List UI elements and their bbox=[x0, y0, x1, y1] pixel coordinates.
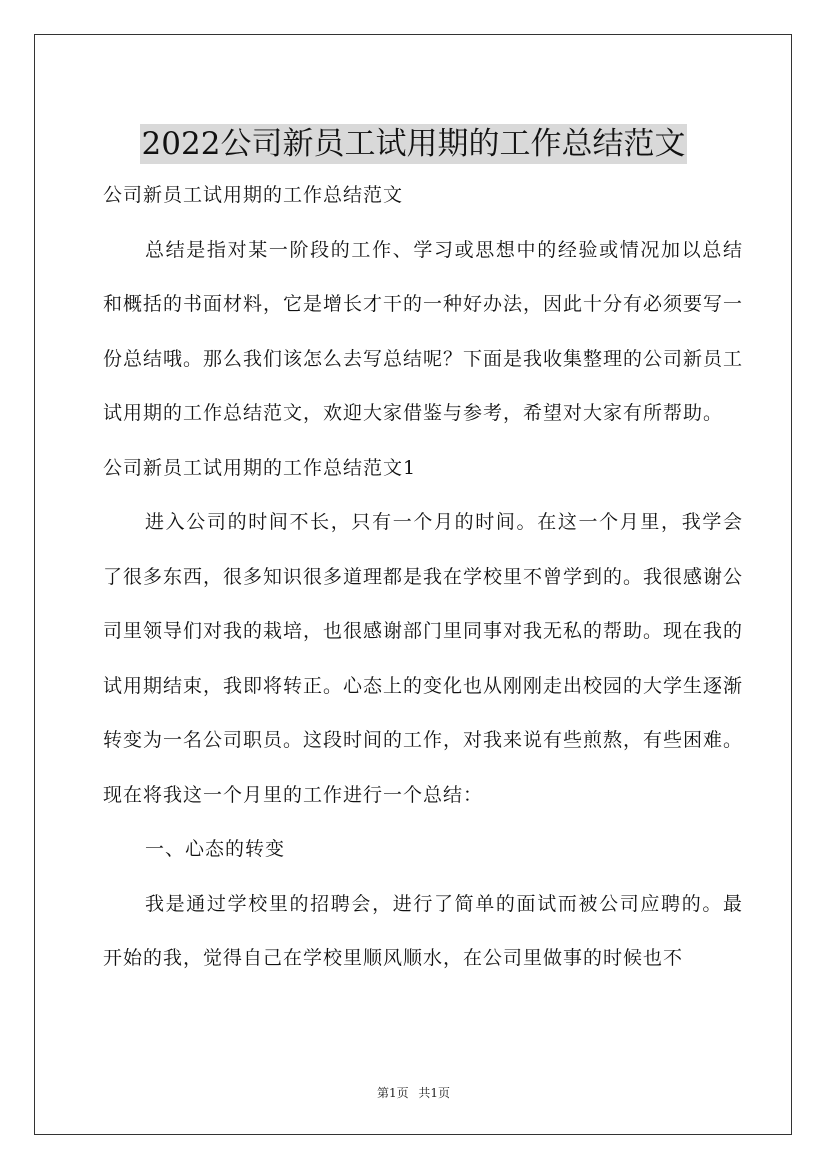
document-title: 2022公司新员工试用期的工作总结范文 bbox=[141, 125, 686, 162]
page-total: 共1页 bbox=[418, 1086, 451, 1100]
page-footer bbox=[0, 1084, 827, 1101]
document-body bbox=[103, 168, 743, 986]
page-number: 第1页 bbox=[376, 1086, 409, 1100]
paragraph: 进入公司的时间不长，只有一个月的时间。在这一个月里，我学会了很多东西，很多知识很多道理都是我在学校里不曾学到的。我很感谢公司里领导们对我的栽培，也很感谢部门里同事对我无私的帮助。现在我的试用期结束，我即将转正。心态上的变化也从刚刚走出校园的大学生逐渐转变为一名公司职员。这段时间的工作，对我来说有些煎熬，有些困难。现在将我这一个月里的工作进行一个总结： bbox=[103, 511, 744, 806]
section-heading: 一、心态的转变 bbox=[145, 838, 286, 860]
paragraph: 总结是指对某一阶段的工作、学习或思想中的经验或情况加以总结和概括的书面材料，它是增长才干的一种好办法，因此十分有必须要写一份总结哦。那么我们该怎么去写总结呢？下面是我收集整理的公司新员工试用期的工作总结范文，欢迎大家借鉴与参考，希望对大家有所帮助。 bbox=[103, 238, 744, 424]
paragraph: 我是通过学校里的招聘会，进行了简单的面试而被公司应聘的。最开始的我，觉得自己在学校里顺风顺水，在公司里做事的时候也不 bbox=[103, 892, 743, 969]
paragraph: 公司新员工试用期的工作总结范文1 bbox=[103, 456, 417, 479]
paragraph: 公司新员工试用期的工作总结范文 bbox=[103, 184, 404, 206]
